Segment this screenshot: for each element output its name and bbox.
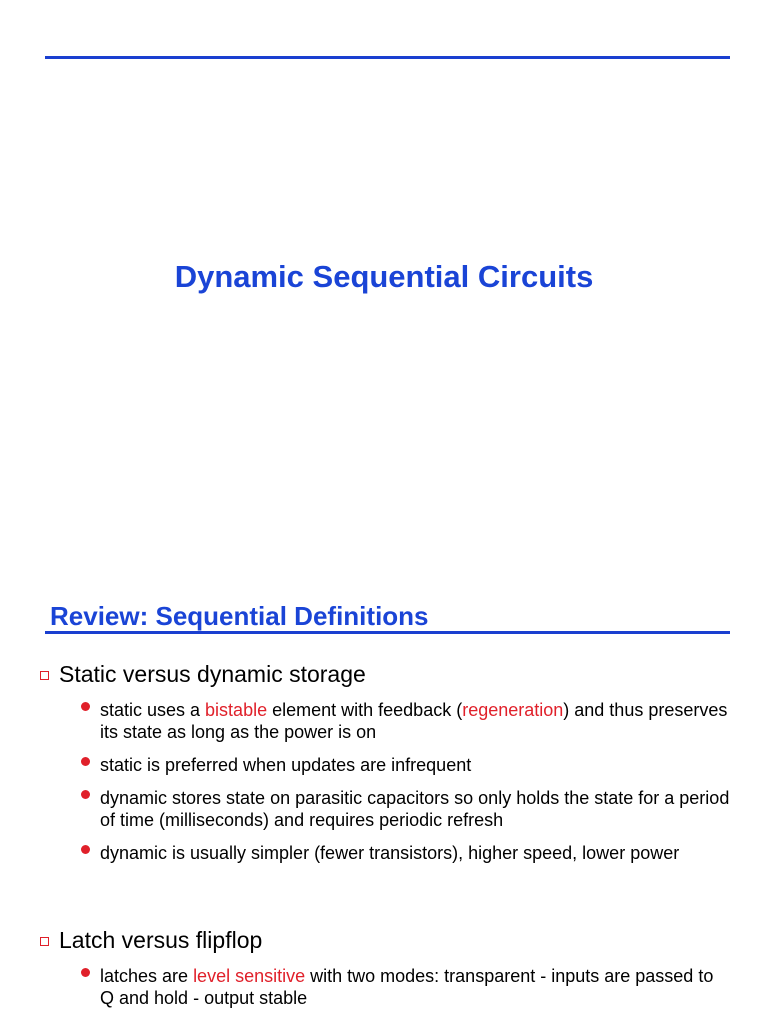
bullet-text: latches are xyxy=(100,966,194,986)
section-heading-text: Latch versus flipflop xyxy=(59,927,263,953)
bullet-text: static is preferred when updates are infrequent xyxy=(100,755,472,775)
slide-title: Dynamic Sequential Circuits xyxy=(174,259,594,294)
red-dot-icon xyxy=(81,968,90,977)
red-dot-icon xyxy=(81,845,90,854)
section-static-dynamic xyxy=(40,661,730,864)
bullet-text: static uses a xyxy=(100,700,206,720)
section-latch-flipflop xyxy=(40,927,730,1009)
red-dot-icon xyxy=(81,702,90,711)
bullet-text: dynamic is usually simpler (fewer transistors), higher speed, lower power xyxy=(100,843,680,863)
section-heading xyxy=(40,927,730,954)
bullet-text: dynamic stores state on parasitic capacitors so only holds the state for a period of time (milliseconds) and requires periodic refresh xyxy=(100,788,730,830)
bullet-item xyxy=(40,787,730,831)
bullet-item xyxy=(40,965,730,1009)
bullet-text: element with feedback ( xyxy=(267,700,463,720)
square-bullet-icon xyxy=(40,937,49,946)
highlight-term: bistable xyxy=(205,700,268,720)
red-dot-icon xyxy=(81,757,90,766)
top-rule xyxy=(45,56,730,59)
square-bullet-icon xyxy=(40,671,49,680)
highlight-term: regeneration xyxy=(462,700,564,720)
bullet-item xyxy=(40,754,730,776)
bullet-text: ) and thus preserves its state as long as the power is on xyxy=(100,700,728,742)
section-heading-text: Static versus dynamic storage xyxy=(59,661,366,687)
section-heading xyxy=(40,661,730,688)
bullet-list xyxy=(40,699,730,864)
review-title: Review: Sequential Definitions xyxy=(50,601,429,631)
review-rule xyxy=(45,631,730,634)
bullet-item xyxy=(40,842,730,864)
bullet-list xyxy=(40,965,730,1009)
highlight-term: level sensitive xyxy=(193,966,306,986)
bullet-item xyxy=(40,699,730,743)
red-dot-icon xyxy=(81,790,90,799)
bullet-text: with two modes: transparent - inputs are passed to Q and hold - output stable xyxy=(100,966,714,1008)
